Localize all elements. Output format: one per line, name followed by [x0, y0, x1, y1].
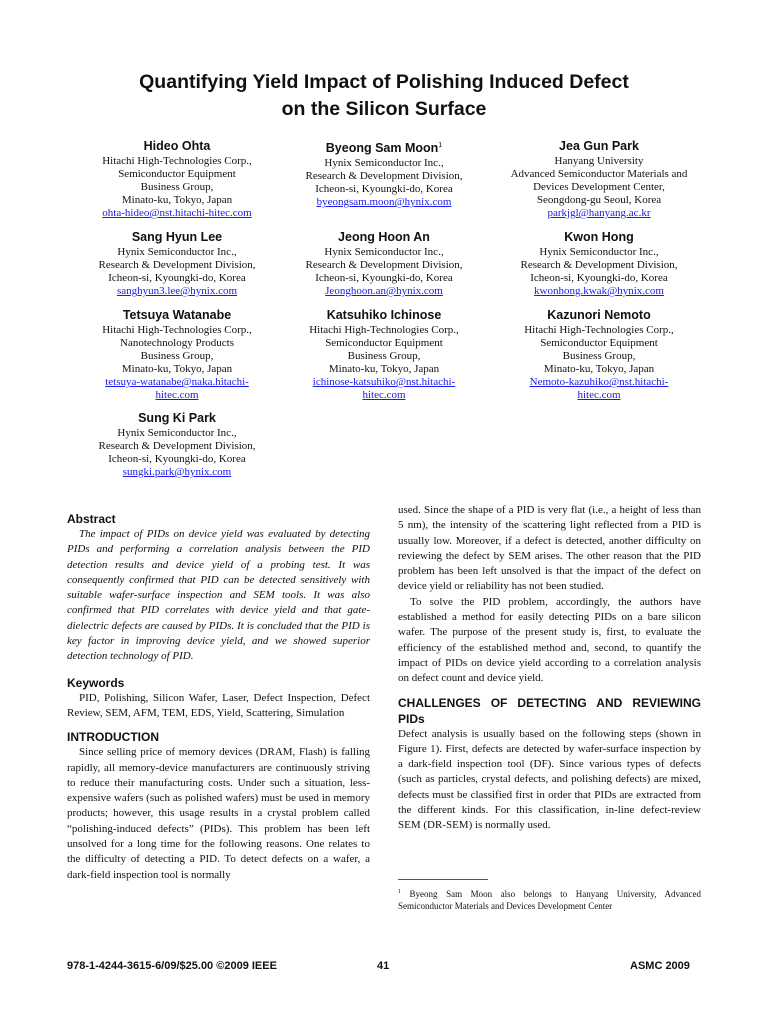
author-name-text: Jea Gun Park [559, 139, 639, 153]
introduction-text: Since selling price of memory devices (DRAM, Flash) is falling rapidly, all memory-device manufacturers are continuously striving to reduce their manufacturing costs. Under such a situation, less-expensive wafers (such as polished wafers) must be used in memory products; however, this usage results in a crystal problem called “polishing-induced defects” (PIDs). This problem has been left unsolved for a long time for the following reasons. One relates to the difficulty of detecting a PID. To detect defects on a wafer, a dark-field inspection tool is normally [67, 746, 370, 881]
author-block [279, 229, 489, 298]
author-name-text: Katsuhiko Ichinose [326, 308, 442, 322]
author-name-text: Sung Ki Park [138, 411, 216, 425]
author-email-link[interactable]: hitec.com [155, 389, 199, 401]
author-affiliation-line: Research & Development Division, [98, 259, 256, 271]
author-affiliation-line: Devices Development Center, [533, 181, 665, 193]
author-block [279, 138, 489, 209]
paper-title [60, 69, 708, 123]
keywords-text: PID, Polishing, Silicon Wafer, Laser, Defect Inspection, Defect Review, SEM, AFM, TEM, EDS, Yield, Scattering, Simulation [67, 691, 370, 719]
author-email-link[interactable]: kwonhong.kwak@hynix.com [534, 285, 664, 297]
author-block [494, 307, 704, 402]
footnote [398, 886, 701, 912]
author-affiliation-line: Icheon-si, Kyoungki-do, Korea [530, 272, 668, 284]
author-email-link[interactable]: Jeonghoon.an@hynix.com [325, 285, 443, 297]
author-affiliation-line: Hynix Semiconductor Inc., [324, 157, 444, 170]
footer-copyright: 978-1-4244-3615-6/09/$25.00 ©2009 IEEE [67, 960, 277, 972]
right-paragraph-3: Defect analysis is usually based on the following steps (shown in Figure 1). First, defects are detected by wafer-surface inspection by a dark-field inspection tool (DF). Since various types of defects (such as particles, crystal defects, and polishing defects) are mixed, defects must be classified first in order that PIDs are extracted from the different kinds. For this classification, in-line defect-review SEM (DR-SEM) is normally used. [398, 727, 701, 832]
left-column [67, 511, 370, 883]
right-paragraph-1: used. Since the shape of a PID is very flat (i.e., a height of less than 5 nm), the intensity of the scattering light reflected from a PID is usually low. Moreover, if a defect is detected, another difficulty on reviewing the defect by SEM arises. The other reason that the PID problem has been left unsolved is that the impact of the defect on device yield or reliability has not been studied. [398, 504, 701, 593]
author-affiliation-line: Advanced Semiconductor Materials and [510, 168, 688, 180]
author-name-text: Kazunori Nemoto [547, 308, 651, 322]
author-affiliation-line: Hitachi High-Technologies Corp., [524, 324, 674, 336]
author-block [494, 138, 704, 220]
title-line-2: on the Silicon Surface [281, 98, 487, 120]
author-name [72, 307, 282, 323]
author-name [279, 229, 489, 245]
author-affiliation-line: Hynix Semiconductor Inc., [539, 246, 659, 258]
author-affiliation-line: Business Group, [562, 350, 636, 362]
keywords-heading: Keywords [67, 675, 125, 690]
footer-page-number: 41 [377, 960, 390, 972]
author-name [494, 138, 704, 154]
author-name-text: Jeong Hoon An [338, 230, 430, 244]
author-email-link[interactable]: byeongsam.moon@hynix.com [316, 196, 452, 209]
challenges-heading: CHALLENGES OF DETECTING AND REVIEWING PIDs [398, 695, 701, 726]
right-column [398, 503, 701, 834]
author-affiliation-line: Nanotechnology Products [120, 337, 234, 349]
author-email-link[interactable]: tetsuya-watanabe@naka.hitachi- [105, 376, 249, 388]
author-affiliation-line: Icheon-si, Kyoungki-do, Korea [108, 272, 246, 284]
author-name [494, 229, 704, 245]
author-affiliation-line: Business Group, [140, 350, 214, 362]
author-affiliation-line: Hitachi High-Technologies Corp., [102, 155, 252, 167]
author-affiliation-line: Hanyang University [554, 155, 644, 167]
abstract-text: The impact of PIDs on device yield was evaluated by detecting PIDs and performing a correlation analysis between the PID detection results and device yield of a probing test. It was consequently confirmed that PID can be detected sensitively with suitable wafer-surface inspection and SEM tools. It was also confirmed that PID correlates with device yield and that gate-dielectric defects are caused by PIDs. It is concluded that the PID is key factor in improving device yield, and we showed superior detection technology of PID. [67, 528, 370, 663]
author-block [279, 307, 489, 402]
author-name [72, 229, 282, 245]
author-email-link[interactable]: sanghyun3.lee@hynix.com [116, 285, 238, 297]
author-affiliation-line: Hynix Semiconductor Inc., [117, 427, 237, 439]
author-email-link[interactable]: parkjgl@hanyang.ac.kr [547, 207, 651, 219]
right-paragraph-2: To solve the PID problem, accordingly, the authors have established a method for easily detecting PIDs on a bare silicon wafer. The purpose of the present study is, first, to evaluate the efficiency of the established method and, second, to quantify the impact of PIDs on device yield according to a correlation analysis on defect count and device yield. [398, 595, 701, 685]
author-footnote-mark: 1 [438, 142, 443, 149]
author-name-text: Tetsuya Watanabe [122, 308, 232, 322]
author-name [494, 307, 704, 323]
abstract-heading: Abstract [67, 512, 116, 526]
footnote-text: Byeong Sam Moon also belongs to Hanyang University, Advanced Semiconductor Materials and Devices Development Center [398, 889, 701, 911]
author-block [72, 138, 282, 220]
author-affiliation-line: Business Group, [347, 350, 421, 362]
author-affiliation-line: Icheon-si, Kyoungki-do, Korea [315, 183, 453, 196]
author-affiliation-line: Minato-ku, Tokyo, Japan [121, 194, 233, 206]
introduction-heading: INTRODUCTION [67, 730, 159, 745]
author-email-link[interactable]: sungki.park@hynix.com [122, 466, 232, 478]
author-affiliation-line: Minato-ku, Tokyo, Japan [543, 363, 655, 375]
author-affiliation-line: Icheon-si, Kyoungki-do, Korea [315, 272, 453, 284]
author-name-text: Kwon Hong [564, 230, 634, 244]
author-affiliation-line: Hynix Semiconductor Inc., [117, 246, 237, 258]
author-affiliation-line: Hynix Semiconductor Inc., [324, 246, 444, 258]
author-name-text: Byeong Sam Moon [325, 141, 439, 156]
author-email-link[interactable]: ichinose-katsuhiko@nst.hitachi- [312, 376, 456, 388]
author-affiliation-line: Semiconductor Equipment [118, 168, 236, 180]
author-affiliation-line: Minato-ku, Tokyo, Japan [121, 363, 233, 375]
author-affiliation-line: Semiconductor Equipment [325, 337, 443, 349]
author-name [279, 138, 489, 156]
author-name [72, 410, 282, 426]
author-affiliation-line: Research & Development Division, [520, 259, 678, 271]
author-affiliation-line: Seongdong-gu Seoul, Korea [536, 194, 662, 206]
footnote-mark: 1 [398, 889, 401, 895]
author-block [72, 307, 282, 402]
title-line-1: Quantifying Yield Impact of Polishing Induced Defect [139, 71, 629, 93]
author-email-link[interactable]: hitec.com [362, 389, 406, 401]
author-block [72, 410, 282, 479]
author-affiliation-line: Research & Development Division, [98, 440, 256, 452]
author-affiliation-line: Business Group, [140, 181, 214, 193]
author-email-link[interactable]: Nemoto-kazuhiko@nst.hitachi- [529, 376, 669, 388]
author-name-text: Sang Hyun Lee [131, 230, 223, 244]
author-affiliation-line: Icheon-si, Kyoungki-do, Korea [108, 453, 246, 465]
author-email-link[interactable]: hitec.com [577, 389, 621, 401]
author-name [72, 138, 282, 154]
author-block [72, 229, 282, 298]
author-name-text: Hideo Ohta [143, 139, 211, 153]
author-block [494, 229, 704, 298]
author-email-link[interactable]: ohta-hideo@nst.hitachi-hitec.com [102, 207, 252, 219]
author-affiliation-line: Semiconductor Equipment [540, 337, 658, 349]
author-affiliation-line: Hitachi High-Technologies Corp., [309, 324, 459, 336]
author-affiliation-line: Hitachi High-Technologies Corp., [102, 324, 252, 336]
author-affiliation-line: Minato-ku, Tokyo, Japan [328, 363, 440, 375]
author-affiliation-line: Research & Development Division, [305, 170, 463, 183]
footnote-divider [398, 879, 488, 880]
author-name [279, 307, 489, 323]
footer-conference: ASMC 2009 [630, 960, 690, 972]
author-affiliation-line: Research & Development Division, [305, 259, 463, 271]
